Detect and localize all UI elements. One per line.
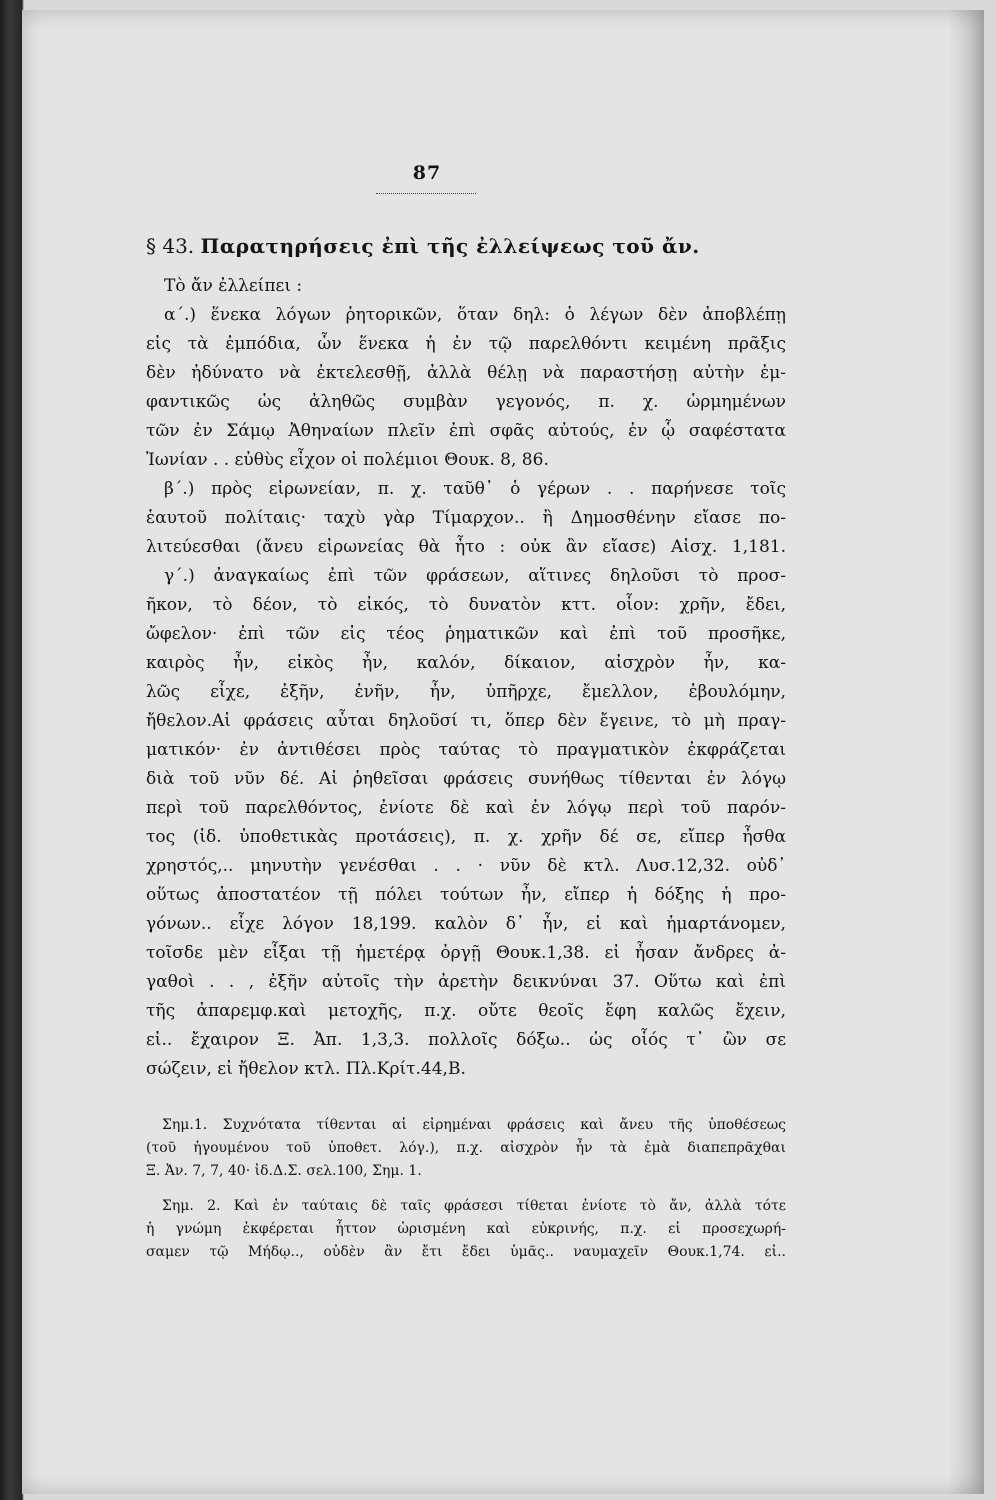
text-line: τῆς ἀπαρεμφ.καὶ μετοχῆς, π.χ. οὔτε θεοῖς ἔφη καλῶς ἔχειν, bbox=[146, 1001, 786, 1021]
text-line: εἰ.. ἔχαιρον Ξ. Ἀπ. 1,3,3. πολλοῖς δόξω.. ὡς οἷός τ᾽ ὢν σε bbox=[146, 1030, 786, 1050]
section-heading bbox=[146, 234, 886, 258]
text-line: καιρὸς ἦν, εἰκὸς ἦν, καλόν, δίκαιον, αἰσχρὸν ἦν, κα- bbox=[146, 653, 786, 673]
section-number: § 43. bbox=[146, 234, 195, 258]
text-line: α΄.) ἕνεκα λόγων ῥητορικῶν, ὅταν δηλ: ὁ λέγων δὲν ἀποβλέπῃ bbox=[164, 305, 786, 325]
note-line: Ξ. Ἀν. 7, 7, 40· ἰδ.Δ.Σ. σελ.100, Σημ. 1. bbox=[146, 1163, 422, 1179]
page-number-rule bbox=[376, 193, 476, 194]
body-text bbox=[146, 272, 786, 1084]
text-line: περὶ τοῦ παρελθόντος, ἐνίοτε δὲ καὶ ἐν λόγῳ περὶ τοῦ παρόν- bbox=[146, 798, 786, 818]
text-line: Ἰωνίαν . . εὐθὺς εἶχον οἱ πολέμιοι Θουκ. 8, 86. bbox=[146, 450, 549, 470]
note-line: (τοῦ ἡγουμένου τοῦ ὑποθετ. λόγ.), π.χ. αἰσχρὸν ἦν τὰ ἐμὰ διαπεπρᾶχθαι bbox=[146, 1140, 786, 1156]
note-line: Σημ. 2. Καὶ ἐν ταύταις δὲ ταῖς φράσεσι τίθεται ἐνίοτε τὸ ἄν, ἀλλὰ τότε bbox=[162, 1198, 786, 1214]
text-line: Τὸ ἄν ἐλλείπει : bbox=[164, 276, 303, 296]
text-line: εἰς τὰ ἐμπόδια, ὧν ἕνεκα ἡ ἐν τῷ παρελθόντι κειμένη πρᾶξις bbox=[146, 334, 786, 354]
text-line: ῆκον, τὸ δέον, τὸ εἰκός, τὸ δυνατὸν κττ. οἷον: χρῆν, ἔδει, bbox=[146, 595, 786, 615]
text-line: λῶς εἶχε, ἐξῆν, ἐνῆν, ἦν, ὑπῆρχε, ἔμελλον, ἐβουλόμην, bbox=[146, 682, 786, 702]
text-line: γαθοὶ . . , ἐξῆν αὐτοῖς τὴν ἀρετὴν δεικνύναι 37. Οὕτω καὶ ἐπὶ bbox=[146, 972, 786, 992]
text-line: οὕτως ἀποστατέον τῇ πόλει τούτων ἦν, εἴπερ ἡ δόξης ἡ προ- bbox=[146, 885, 786, 905]
text-line: ὤφελον· ἐπὶ τῶν εἰς τέος ῥηματικῶν καὶ ἐπὶ τοῦ προσῆκε, bbox=[146, 624, 786, 644]
text-line: δὲν ἠδύνατο νὰ ἐκτελεσθῇ, ἀλλὰ θέλῃ νὰ παραστήσῃ αὐτὴν ἐμ- bbox=[146, 363, 786, 383]
text-line: σώζειν, εἰ ἤθελον κτλ. Πλ.Κρίτ.44,Β. bbox=[146, 1059, 466, 1079]
text-line: λιτεύεσθαι (ἄνευ εἰρωνείας θὰ ἦτο : οὐκ ἂν εἴασε) Αἰσχ. 1,181. bbox=[146, 537, 786, 557]
footnotes bbox=[146, 1114, 786, 1264]
note-1 bbox=[146, 1114, 786, 1183]
text-line: τοῖσδε μὲν εἶξαι τῇ ἡμετέρᾳ ὀργῇ Θουκ.1,38. εἰ ἦσαν ἄνδρες ἀ- bbox=[146, 943, 786, 963]
book-page bbox=[22, 10, 984, 1494]
text-line: β΄.) πρὸς εἰρωνείαν, π. χ. ταῦθ᾽ ὁ γέρων . . παρήνεσε τοῖς bbox=[164, 479, 786, 499]
text-line: διὰ τοῦ νῦν δέ. Αἱ ῥηθεῖσαι φράσεις συνήθως τίθενται ἐν λόγῳ bbox=[146, 769, 786, 789]
note-line: σαμεν τῷ Μήδῳ.., οὐδὲν ἂν ἔτι ἔδει ὑμᾶς.. ναυμαχεῖν Θουκ.1,74. εἰ.. bbox=[146, 1244, 786, 1260]
text-line: ἤθελον.Αἱ φράσεις αὗται δηλοῦσί τι, ὅπερ δὲν ἔγεινε, τὸ μὴ πραγ- bbox=[146, 711, 786, 731]
note-line: ἡ γνώμη ἐκφέρεται ἧττον ὡρισμένη καὶ εὐκρινής, π.χ. εἰ προσεχωρή- bbox=[146, 1221, 786, 1237]
text-line: τος (ἰδ. ὑποθετικὰς προτάσεις), π. χ. χρῆν δέ σε, εἴπερ ἦσθα bbox=[146, 827, 786, 847]
text-line: γ΄.) ἀναγκαίως ἐπὶ τῶν φράσεων, αἵτινες δηλοῦσι τὸ προσ- bbox=[164, 566, 786, 586]
text-line: ματικόν· ἐν ἀντιθέσει πρὸς ταύτας τὸ πραγματικὸν ἐκφράζεται bbox=[146, 740, 786, 760]
note-line: Σημ.1. Συχνότατα τίθενται αἱ εἰρημέναι φράσεις καὶ ἄνευ τῆς ὑποθέσεως bbox=[162, 1117, 786, 1133]
text-line: χρηστός,.. μηνυτὴν γενέσθαι . . · νῦν δὲ κτλ. Λυσ.12,32. οὐδ᾽ bbox=[146, 856, 786, 876]
text-line: φαντικῶς ὡς ἀληθῶς συμβὰν γεγονός, π. χ. ὡρμημένων bbox=[146, 392, 786, 412]
text-line: τῶν ἐν Σάμῳ Ἀθηναίων πλεῖν ἐπὶ σφᾶς αὐτούς, ἐν ᾧ σαφέστατα bbox=[146, 421, 786, 441]
note-gap bbox=[146, 1183, 786, 1195]
section-title: Παρατηρήσεις ἐπὶ τῆς ἐλλείψεως τοῦ ἄν. bbox=[200, 234, 700, 258]
note-2 bbox=[146, 1195, 786, 1264]
text-line: γόνων.. εἶχε λόγον 18,199. καλὸν δ᾽ ἦν, εἰ καὶ ἡμαρτάνομεν, bbox=[146, 914, 786, 934]
page-number: 87 bbox=[412, 162, 442, 184]
text-line: ἑαυτοῦ πολίταις· ταχὺ γὰρ Τίμαρχον.. ἢ Δημοσθένην εἴασε πο- bbox=[146, 508, 786, 528]
page-edge-shadow bbox=[948, 10, 984, 1494]
